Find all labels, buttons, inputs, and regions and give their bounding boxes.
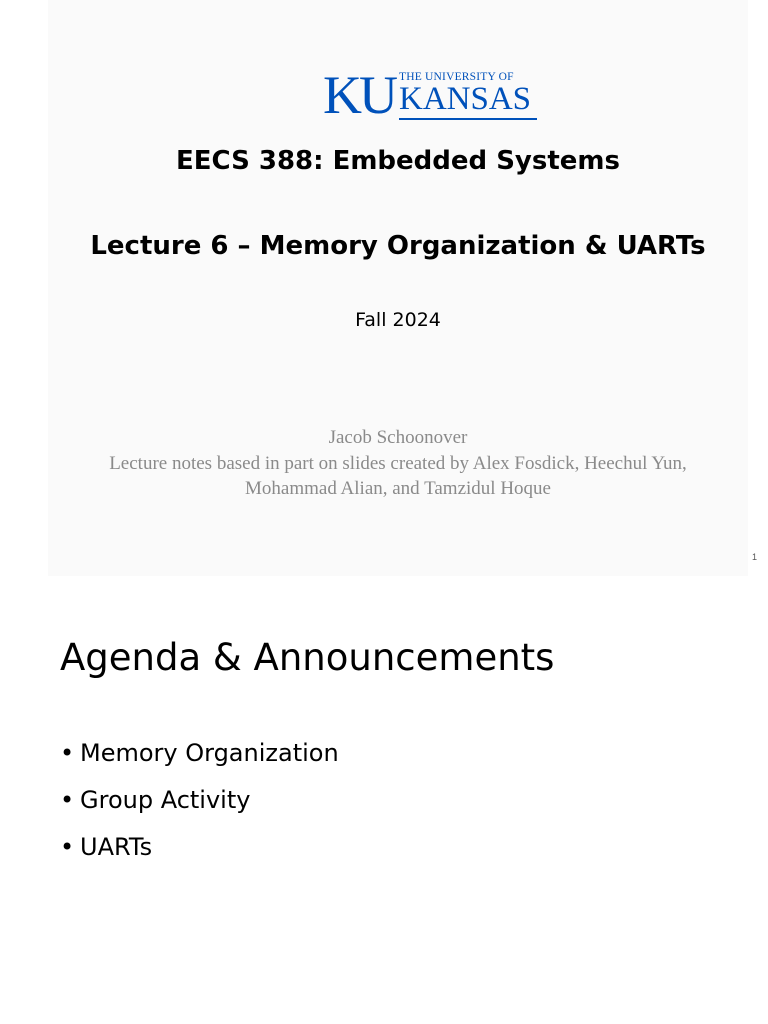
credits-note: Lecture notes based in part on slides created by Alex Fosdick, Heechul Yun, Mohammad Alian, and Tamzidul Hoque: [109, 453, 687, 499]
logo-wordmark: [399, 71, 537, 115]
course-title: EECS 388: Embedded Systems: [176, 146, 620, 176]
list-item: [60, 730, 339, 777]
list-item-label: Memory Organization: [80, 739, 339, 767]
list-item-label: Group Activity: [80, 786, 251, 814]
logo-state-line: KANSAS: [399, 81, 532, 117]
university-logo: [323, 65, 543, 125]
agenda-list: [60, 730, 339, 871]
title-slide: [48, 0, 748, 576]
list-item-label: UARTs: [80, 833, 153, 861]
agenda-slide: [0, 580, 768, 1024]
logo-underline: [399, 118, 537, 120]
bullet-icon: •: [60, 833, 75, 861]
list-item: [60, 824, 339, 871]
logo-initials: KU: [323, 65, 395, 125]
logo-university-line: THE UNIVERSITY OF: [399, 71, 514, 83]
term-label: Fall 2024: [355, 309, 441, 331]
author-name: Jacob Schoonover: [328, 427, 468, 448]
list-item: [60, 777, 339, 824]
slide-number: 1: [752, 552, 758, 562]
lecture-title: Lecture 6 – Memory Organization & UARTs: [90, 231, 706, 261]
bullet-icon: •: [60, 786, 75, 814]
bullet-icon: •: [60, 739, 75, 767]
agenda-heading: Agenda & Announcements: [60, 636, 555, 679]
